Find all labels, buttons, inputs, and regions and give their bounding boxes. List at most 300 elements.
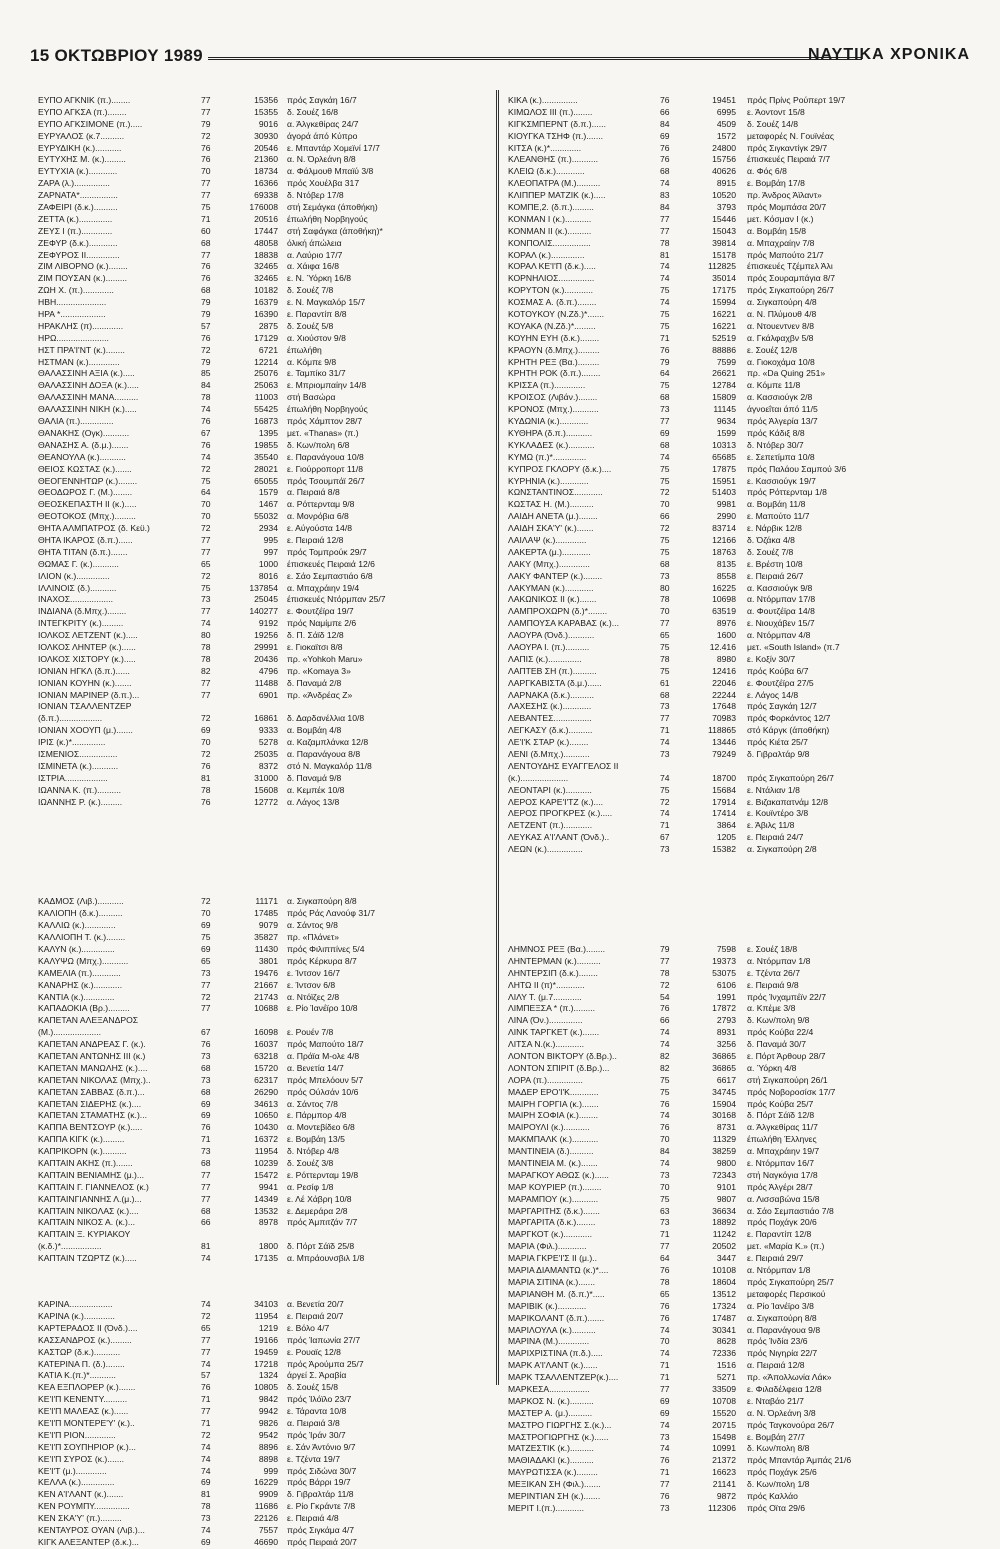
ship-info: ε. Ίντσον 6/8 (287, 979, 336, 990)
ship-name: ΕΥΠΟ ΑΓΚΝΙΚ (π.)........ (38, 95, 131, 105)
ship-info: πρ. Άνδρος Άϊλαντ» (747, 190, 822, 201)
ship-entry (508, 1289, 976, 1301)
ship-entry (508, 202, 976, 214)
ship-name: ΚΟΤΟΥΚΟΥ (Ν.Ζδ.)*....... (508, 309, 605, 320)
ship-entry (38, 1003, 506, 1015)
ship-year: 71 (660, 725, 670, 736)
ship-num: 20715 (712, 1419, 736, 1430)
ship-entry (38, 761, 506, 773)
ship-year: 77 (201, 1193, 211, 1204)
ship-entry (508, 1051, 976, 1063)
ship-name: ΘΑΛΑΣΣΙΝΗ ΑΞΙΑ (κ.)..... (38, 368, 135, 379)
ship-name: ΜΕΡΙΝΤΙΑΝ ΣΗ (κ.)....... (508, 1490, 601, 1501)
ship-name: ΚΑΠΤΑΙΝ Γ. ΓΙΑΝΝΕΛΟΣ (κ.) (38, 1181, 149, 1192)
ship-year: 71 (660, 1372, 670, 1383)
ship-entry (38, 261, 506, 273)
ship-name: ΜΑΡΑΜΠΟΥ (κ.)........... (508, 1193, 599, 1204)
ship-entry (508, 1455, 976, 1467)
ship-num: 16098 (254, 1027, 278, 1038)
ship-entry (38, 559, 506, 571)
ship-name: ΜΑΡΓΚΟΤ (κ.)............ (508, 1229, 593, 1240)
ship-info: πρός Άλγερία 13/7 (747, 416, 818, 427)
ship-year: 68 (201, 1062, 211, 1073)
ship-year: 73 (201, 1513, 211, 1524)
ship-num: 7598 (716, 944, 736, 954)
ship-entry (38, 1537, 506, 1549)
ship-num: 36865 (712, 1051, 736, 1062)
ship-info: στή Σεμάγκα (άποθήκη) (287, 202, 378, 213)
ship-entry (508, 357, 976, 369)
ship-year: 65 (201, 1322, 211, 1333)
ship-num: 5271 (716, 1372, 736, 1383)
ship-year: 70 (201, 908, 211, 919)
ship-info: ε. Πειραιά 4/8 (287, 1513, 339, 1524)
ship-info: μετ. Κόσμαν Ι (κ.) (747, 213, 814, 224)
ship-num: 4796 (258, 665, 278, 676)
ship-num: 7557 (258, 1524, 278, 1535)
ship-entry (508, 476, 976, 488)
ship-year: 67 (201, 1027, 211, 1038)
ship-year: 73 (201, 1051, 211, 1062)
ship-info: α. Βομβάη 4/8 (287, 725, 342, 736)
ship-num: 10688 (254, 1003, 278, 1014)
ship-num: 15356 (254, 95, 278, 105)
ship-entry (38, 476, 506, 488)
ship-num: 9872 (716, 1490, 736, 1501)
ship-entry (508, 1503, 976, 1515)
ship-num: 11145 (713, 404, 736, 415)
ship-info: έπωλήθη (287, 344, 322, 355)
ship-info: έπισκευές Πειραιά 7/7 (747, 154, 831, 165)
ship-entry (38, 1442, 506, 1454)
ship-entry (508, 944, 976, 956)
ship-year: 70 (201, 737, 211, 748)
ship-year: 78 (660, 1276, 670, 1287)
ship-name: ΜΑΡΙΝΑ (Μ.)............. (508, 1336, 590, 1347)
ship-name: ΜΑΡΙΑΝΘΗ Μ. (δ.π.)*..... (508, 1288, 605, 1299)
ship-info: ε. Ντάλιαν 1/8 (747, 784, 800, 795)
ship-entry (38, 226, 506, 238)
ship-num: 12166 (712, 534, 736, 545)
ship-name: ΜΑΣΤΡΟΓΙΩΡΓΗΣ (κ.)...... (508, 1431, 609, 1442)
ship-info: δ. Σουέζ 16/8 (287, 106, 339, 117)
ship-num: 15994 (712, 297, 736, 308)
ship-entry (38, 1466, 506, 1478)
ship-name: ΚΕ'Ι'Π ΣΥΡΟΣ (κ.)....... (38, 1453, 125, 1464)
ship-entry (38, 95, 506, 107)
ship-name: ΘΑΛΑΣΣΙΝΗ ΜΑΝΑ.......... (38, 392, 139, 403)
ship-year: 73 (660, 1431, 670, 1442)
ship-year: 74 (660, 178, 670, 189)
ship-year: 75 (201, 475, 211, 486)
ship-year: 68 (660, 166, 670, 177)
ship-name: ΕΥΤΥΧΗΣ Μ. (κ.)......... (38, 154, 126, 165)
ship-year: 76 (201, 796, 211, 807)
ship-name: ΚΑΠΤΑΙΝ ΤΖΩΡΤΖ (κ.)..... (38, 1253, 137, 1264)
ship-year: 69 (201, 1098, 211, 1109)
ship-num: 17175 (712, 285, 736, 296)
ship-name: ΚΑΣΣΑΝΔΡΟΣ (κ.)......... (38, 1334, 132, 1345)
ship-info: α. Σιγκαπούρη 2/8 (747, 844, 817, 855)
ship-num: 15951 (712, 475, 736, 486)
ship-year: 82 (660, 1062, 670, 1073)
ship-name: ΚΙΚΑ (κ.)............... (508, 95, 578, 105)
ship-year: 74 (201, 1524, 211, 1535)
ship-info: α. Πειραιά 8/8 (287, 487, 340, 498)
ship-info: α. Πειραιά 3/8 (287, 1417, 340, 1428)
ship-year: 79 (660, 356, 670, 367)
magazine-title: ΝΑΥΤΙΚΑ ΧΡΟΝΙΚΑ (808, 46, 970, 63)
ship-num: 2793 (716, 1015, 736, 1026)
ship-year: 76 (660, 1455, 670, 1466)
ship-info: ε. Γιοκαϊτσι 8/8 (287, 641, 343, 652)
ship-num: 48058 (254, 237, 278, 248)
ship-name: ΙΣΤΡΙΑ.................. (38, 772, 108, 783)
ship-entry (38, 416, 506, 428)
ship-num: 10805 (254, 1382, 278, 1393)
ship-num: 11329 (712, 1134, 736, 1145)
ship-year: 72 (660, 796, 670, 807)
ship-year: 77 (201, 1334, 211, 1345)
ship-entry (38, 594, 506, 606)
ship-year: 64 (660, 1253, 670, 1264)
ship-info: ε. Παραντίπ 8/8 (287, 309, 347, 320)
ship-year: 72 (201, 991, 211, 1002)
ship-entry (38, 932, 506, 944)
ship-entry (38, 992, 506, 1004)
ship-info: δ. Γιβραλτάρ 11/8 (287, 1489, 354, 1500)
ship-name: ΛΕΥΚΑΣ Α'Ι'ΛΑΝΤ (Όνδ.).. (508, 832, 610, 843)
ship-info: πρός Παλάου Σαμπού 3/6 (747, 463, 847, 474)
ship-info: α. Λισσαβώνα 15/8 (747, 1193, 820, 1204)
ship-year: 75 (660, 784, 670, 795)
ship-year: 74 (660, 273, 670, 284)
ship-info: ε. Παρανάγουα 10/8 (287, 451, 364, 462)
ship-name: ΜΑΤΖΕΣΤΙΚ (κ.).......... (508, 1443, 594, 1454)
ship-entry (38, 511, 506, 523)
ship-name: ΚΩΣΤΑΣ Η. (Μ.).......... (508, 499, 594, 510)
ship-name: ΖΕΥΣ Ι (π.)............. (38, 225, 113, 236)
ship-year: 74 (660, 1419, 670, 1430)
ship-info: α. Ντόϊζες 2/8 (287, 991, 340, 1002)
ship-year: 75 (660, 1193, 670, 1204)
ship-year: 66 (660, 1015, 670, 1026)
ship-year: 77 (201, 190, 211, 201)
ship-num: 83714 (712, 523, 736, 534)
ship-year: 74 (201, 1253, 211, 1264)
ship-info: α. Κασσιούγκ 2/8 (747, 392, 813, 403)
ship-year: 84 (201, 380, 211, 391)
ship-entry (38, 178, 506, 190)
ship-year: 82 (201, 665, 211, 676)
ship-entry (38, 606, 506, 618)
ship-name: ΚΑΠΕΤΑΝ ΑΝΔΡΕΑΣ Γ. (κ.). (38, 1039, 146, 1050)
ship-info: α. Μπαχράιην 19/4 (287, 582, 360, 593)
ship-name: ΚΕΝ Α'Ι'ΛΑΝΤ (κ.)....... (38, 1489, 124, 1500)
ship-entry (508, 713, 976, 725)
ship-info: ε. Παραντίπ 12/8 (747, 1229, 812, 1240)
ship-info: α. Βενετία 14/7 (287, 1062, 344, 1073)
ship-year: 69 (660, 1395, 670, 1406)
ship-year: 74 (660, 808, 670, 819)
ship-year: 75 (660, 546, 670, 557)
ship-entry (38, 1347, 506, 1359)
ship-num: 10108 (712, 1265, 736, 1276)
ship-name: ΖΙΜ ΛΙΒΟΡΝΟ (κ.)........ (38, 261, 128, 272)
ship-num: 9542 (258, 1429, 278, 1440)
ship-num: 1599 (716, 427, 736, 438)
ship-year: 74 (660, 1443, 670, 1454)
ship-entry (38, 1122, 506, 1134)
ship-name: ΛΑΚΩΝΙΚΟΣ ΙΙ (κ.)....... (508, 594, 597, 605)
ship-year: 72 (660, 487, 670, 498)
ship-year: 74 (660, 1039, 670, 1050)
ship-num: 15756 (712, 154, 736, 165)
ship-num: 15178 (712, 249, 736, 260)
ship-year: 74 (201, 1358, 211, 1369)
ship-entry (508, 1325, 976, 1337)
ship-year: 84 (660, 1146, 670, 1157)
ship-name: ΖΑΦΕΙΡΙ (δ.κ.).......... (38, 202, 118, 213)
ship-name: ΛΙΛΥ Τ. (μ.7............ (508, 991, 582, 1002)
ship-entry (38, 285, 506, 297)
ship-name: ΚΥΘΗΡΑ (δ.π.)........... (508, 427, 593, 438)
ship-entry (508, 1075, 976, 1087)
ship-name: (κ.).................... (508, 772, 569, 783)
ship-num: 16366 (254, 178, 278, 189)
ship-info: α. Ν. Όρλεάνη 8/8 (287, 154, 356, 165)
ship-year: 77 (660, 213, 670, 224)
ship-name: ΚΕ'Ι'Π ΣΟΥΠΗΡΙΟΡ (κ.)... (38, 1441, 136, 1452)
ship-year: 74 (201, 451, 211, 462)
ship-entry (38, 143, 506, 155)
ship-name: ΛΑΚΥΜΑΝ (κ.)............ (508, 582, 594, 593)
ship-year: 73 (660, 404, 670, 415)
ship-info: μετ. «Μαρία Κ.» (π.) (747, 1241, 825, 1252)
ship-entry (38, 1382, 506, 1394)
ship-num: 17485 (254, 908, 278, 919)
ship-name: ΚΙΟΥΓΚΑ ΤΣΗΦ (π.)....... (508, 130, 603, 141)
ship-name: ΙΣΜΕΝΙΟΣ................ (38, 748, 118, 759)
ship-num: 30168 (712, 1110, 736, 1121)
ship-info: ε. Φουτζέϊρα 19/7 (287, 606, 354, 617)
ship-num: 995 (263, 534, 278, 545)
ship-info: πρός Άλγέρι 28/7 (747, 1181, 813, 1192)
ship-entry (38, 725, 506, 737)
ship-info: δ. Όζάκα 4/8 (747, 534, 795, 545)
ship-year: 76 (660, 1003, 670, 1014)
ship-entry (38, 1099, 506, 1111)
ship-year: 78 (660, 594, 670, 605)
ship-num: 10182 (254, 285, 278, 296)
ship-num: 39814 (712, 237, 736, 248)
ship-info: πρός Σιγκάμα 4/7 (287, 1524, 355, 1535)
ship-year: 76 (660, 154, 670, 165)
ship-info: δ. Παναμά 2/8 (287, 677, 342, 688)
ship-year: 75 (660, 1086, 670, 1097)
ship-info: α. Σιγκαπούρη 4/8 (747, 297, 817, 308)
ship-name: ΚΡΙΣΣΑ (π.)............. (508, 380, 586, 391)
ship-year: 68 (201, 285, 211, 296)
ship-year: 63 (660, 1205, 670, 1216)
ship-entry (508, 797, 976, 809)
ship-year: 68 (660, 439, 670, 450)
ship-name: ΚΟΡΑΛ (κ.).............. (508, 249, 585, 260)
ship-num: 19166 (254, 1334, 278, 1345)
ship-info: ε. Νταβάο 21/7 (747, 1395, 804, 1406)
ship-year: 73 (660, 701, 670, 712)
ship-entry (38, 1359, 506, 1371)
ship-entry (508, 1158, 976, 1170)
ship-entry (38, 1323, 506, 1335)
ship-num: 11954 (254, 1310, 278, 1321)
ship-year: 72 (201, 463, 211, 474)
ship-num: 21743 (254, 991, 278, 1002)
ship-name: ΚΑΝΑΡΗΣ (κ.)............ (38, 979, 123, 990)
ship-info: δ. Σουέζ 15/8 (287, 1382, 339, 1393)
ship-entry (38, 154, 506, 166)
ship-entry (508, 832, 976, 844)
ship-entry (38, 1146, 506, 1158)
ship-name: ΚΥΡΗΝΙΑ (κ.)............ (508, 475, 589, 486)
ship-num: 17487 (712, 1312, 736, 1323)
ship-entry (38, 583, 506, 595)
ship-info: ε. Αύγούστα 14/8 (287, 523, 352, 534)
ship-entry (508, 178, 976, 190)
ship-info: ε. Ντόρμπαν 16/7 (747, 1158, 815, 1169)
ship-entry (38, 357, 506, 369)
ship-year: 77 (660, 618, 670, 629)
ship-name: ΛΕΤΖΕΝΤ (π.)............ (508, 820, 593, 831)
ship-name: ΙΟΝΙΑΝ ΚΟΥΗΝ (κ.)....... (38, 677, 132, 688)
ship-info: ε. Πόρτ Άρθουρ 28/7 (747, 1051, 826, 1062)
ship-year: 71 (201, 1417, 211, 1428)
ship-entry (38, 392, 506, 404)
ship-num: 1467 (258, 499, 278, 510)
ship-info: α. Κπέμε 3/8 (747, 1003, 796, 1014)
ship-info: α. Σάο Σεμπαστιάο 7/8 (747, 1205, 834, 1216)
ship-entry (508, 416, 976, 428)
ship-name: ΛΗΤΩ ΙΙ (π)*............ (508, 979, 585, 990)
ship-num: 20516 (254, 213, 278, 224)
ship-entry (508, 737, 976, 749)
ship-year: 75 (660, 475, 670, 486)
ship-num: 31000 (254, 772, 278, 783)
ship-name: ΜΑΘΙΑΔΑΚΙ (κ.).......... (508, 1455, 594, 1466)
ship-year: 69 (201, 1477, 211, 1488)
ship-entry (38, 1182, 506, 1194)
ship-info: α. Βενετία 20/7 (287, 1299, 344, 1310)
ship-entry (38, 309, 506, 321)
ship-num: 997 (263, 546, 278, 557)
ship-name: ΜΑΙΡΗ ΓΟΡΓΙΑ (κ.)....... (508, 1098, 599, 1109)
ship-year: 68 (660, 558, 670, 569)
ship-entry (38, 202, 506, 214)
ship-entry (508, 523, 976, 535)
ship-num: 118865 (707, 725, 736, 736)
ship-info: ε. Νάρβικ 12/8 (747, 523, 802, 534)
ship-info: ε. Ρουαϊς 12/8 (287, 1346, 341, 1357)
ship-year: 65 (201, 955, 211, 966)
ship-info: α. Παρανάγουα 8/8 (287, 748, 361, 759)
ship-num: 35014 (712, 273, 736, 284)
ship-entry (508, 1206, 976, 1218)
ship-name: ΘΑΛΙΑ (π.).............. (38, 416, 114, 427)
ship-name: ΛΑΡΓΚΑΒΙΣΤΑ (δ.μ.)...... (508, 677, 602, 688)
ship-name: ΚΟΝΜΑΝ Ι (κ.)........... (508, 213, 592, 224)
ship-year: 77 (201, 1169, 211, 1180)
ship-entry (508, 1003, 976, 1015)
ship-year: 76 (201, 1122, 211, 1133)
ship-info: πρός Ταγκονούρα 26/7 (747, 1419, 835, 1430)
ship-num: 1205 (716, 832, 736, 843)
ship-info: α. Ν. Όρλεάνη 3/8 (747, 1407, 816, 1418)
ship-entry (508, 487, 976, 499)
ship-year: 76 (201, 142, 211, 153)
ship-num: 9079 (258, 920, 278, 931)
ship-name: ΚΕΝΤΑΥΡΟΣ ΟΥΑΝ (Λιβ.)... (38, 1524, 145, 1535)
ship-year: 68 (201, 1205, 211, 1216)
ship-entry (38, 1027, 506, 1039)
ship-entry (508, 1479, 976, 1491)
ship-year: 76 (201, 1382, 211, 1393)
ship-info: πρός Χάμπτον 28/7 (287, 416, 363, 427)
ship-num: 15043 (712, 225, 736, 236)
ship-num: 20436 (254, 653, 278, 664)
ship-num: 65055 (254, 475, 278, 486)
ship-info: α. Φός 6/8 (747, 166, 787, 177)
ship-entry (508, 1099, 976, 1111)
ship-entry (508, 1313, 976, 1325)
ship-info: ε. Πειραιά 29/7 (747, 1253, 804, 1264)
ship-num: 3793 (716, 202, 736, 213)
ship-entry (508, 1039, 976, 1051)
ship-name: ΛΑΚΕΡΤΑ (μ.)............ (508, 546, 591, 557)
ship-year: 76 (660, 1490, 670, 1501)
ship-info: α. Άλγκεθίρας 24/7 (287, 118, 359, 129)
ship-num: 16379 (254, 297, 278, 308)
ship-info: πρός Ρόττερνταμ 1/8 (747, 487, 827, 498)
ship-year: 79 (201, 297, 211, 308)
ship-info: πρός Ναμίμπε 2/6 (287, 618, 357, 629)
ship-name: ΖΩΗ Χ. (π.)............. (38, 285, 114, 296)
ship-year: 77 (201, 689, 211, 700)
ship-entry (508, 956, 976, 968)
ship-entry (38, 499, 506, 511)
ship-num: 16225 (712, 582, 736, 593)
ship-info: α. Κόμπε 11/8 (747, 380, 801, 391)
ship-info: α. Ρεσίφ 1/8 (287, 1181, 334, 1192)
ship-entry (38, 250, 506, 262)
section-gap (508, 856, 976, 944)
ship-name: ΜΑΙΡΟΥΛΙ (κ.)........... (508, 1122, 590, 1133)
ship-entry (508, 1277, 976, 1289)
ship-info: μεταφορές Περσικού (747, 1288, 826, 1299)
ship-year: 73 (201, 1074, 211, 1085)
ship-name: ΛΙΤΣΑ Ν.(κ.)............ (508, 1039, 584, 1050)
ship-num: 16873 (254, 416, 278, 427)
ship-name: ΛΙΝΚ ΤΑΡΓΚΕΤ (κ.)....... (508, 1027, 600, 1038)
ship-name: ΛΑΙΛΑΨ (κ.)............. (508, 534, 587, 545)
ship-name: ΚΑΠΤΑΙΝ Ξ. ΚΥΡΙΑΚΟΥ (38, 1229, 131, 1240)
ship-num: 9909 (258, 1489, 278, 1500)
ship-info: έπισκευές Τζέμπελ Άλι (747, 261, 833, 272)
ship-num: 63519 (712, 606, 736, 617)
ship-year: 72 (660, 523, 670, 534)
ship-info: ε. Μαπούτο 11/7 (747, 511, 810, 522)
ship-info: α. Βομβάη 11/8 (747, 499, 806, 510)
ship-num: 1600 (716, 630, 736, 641)
